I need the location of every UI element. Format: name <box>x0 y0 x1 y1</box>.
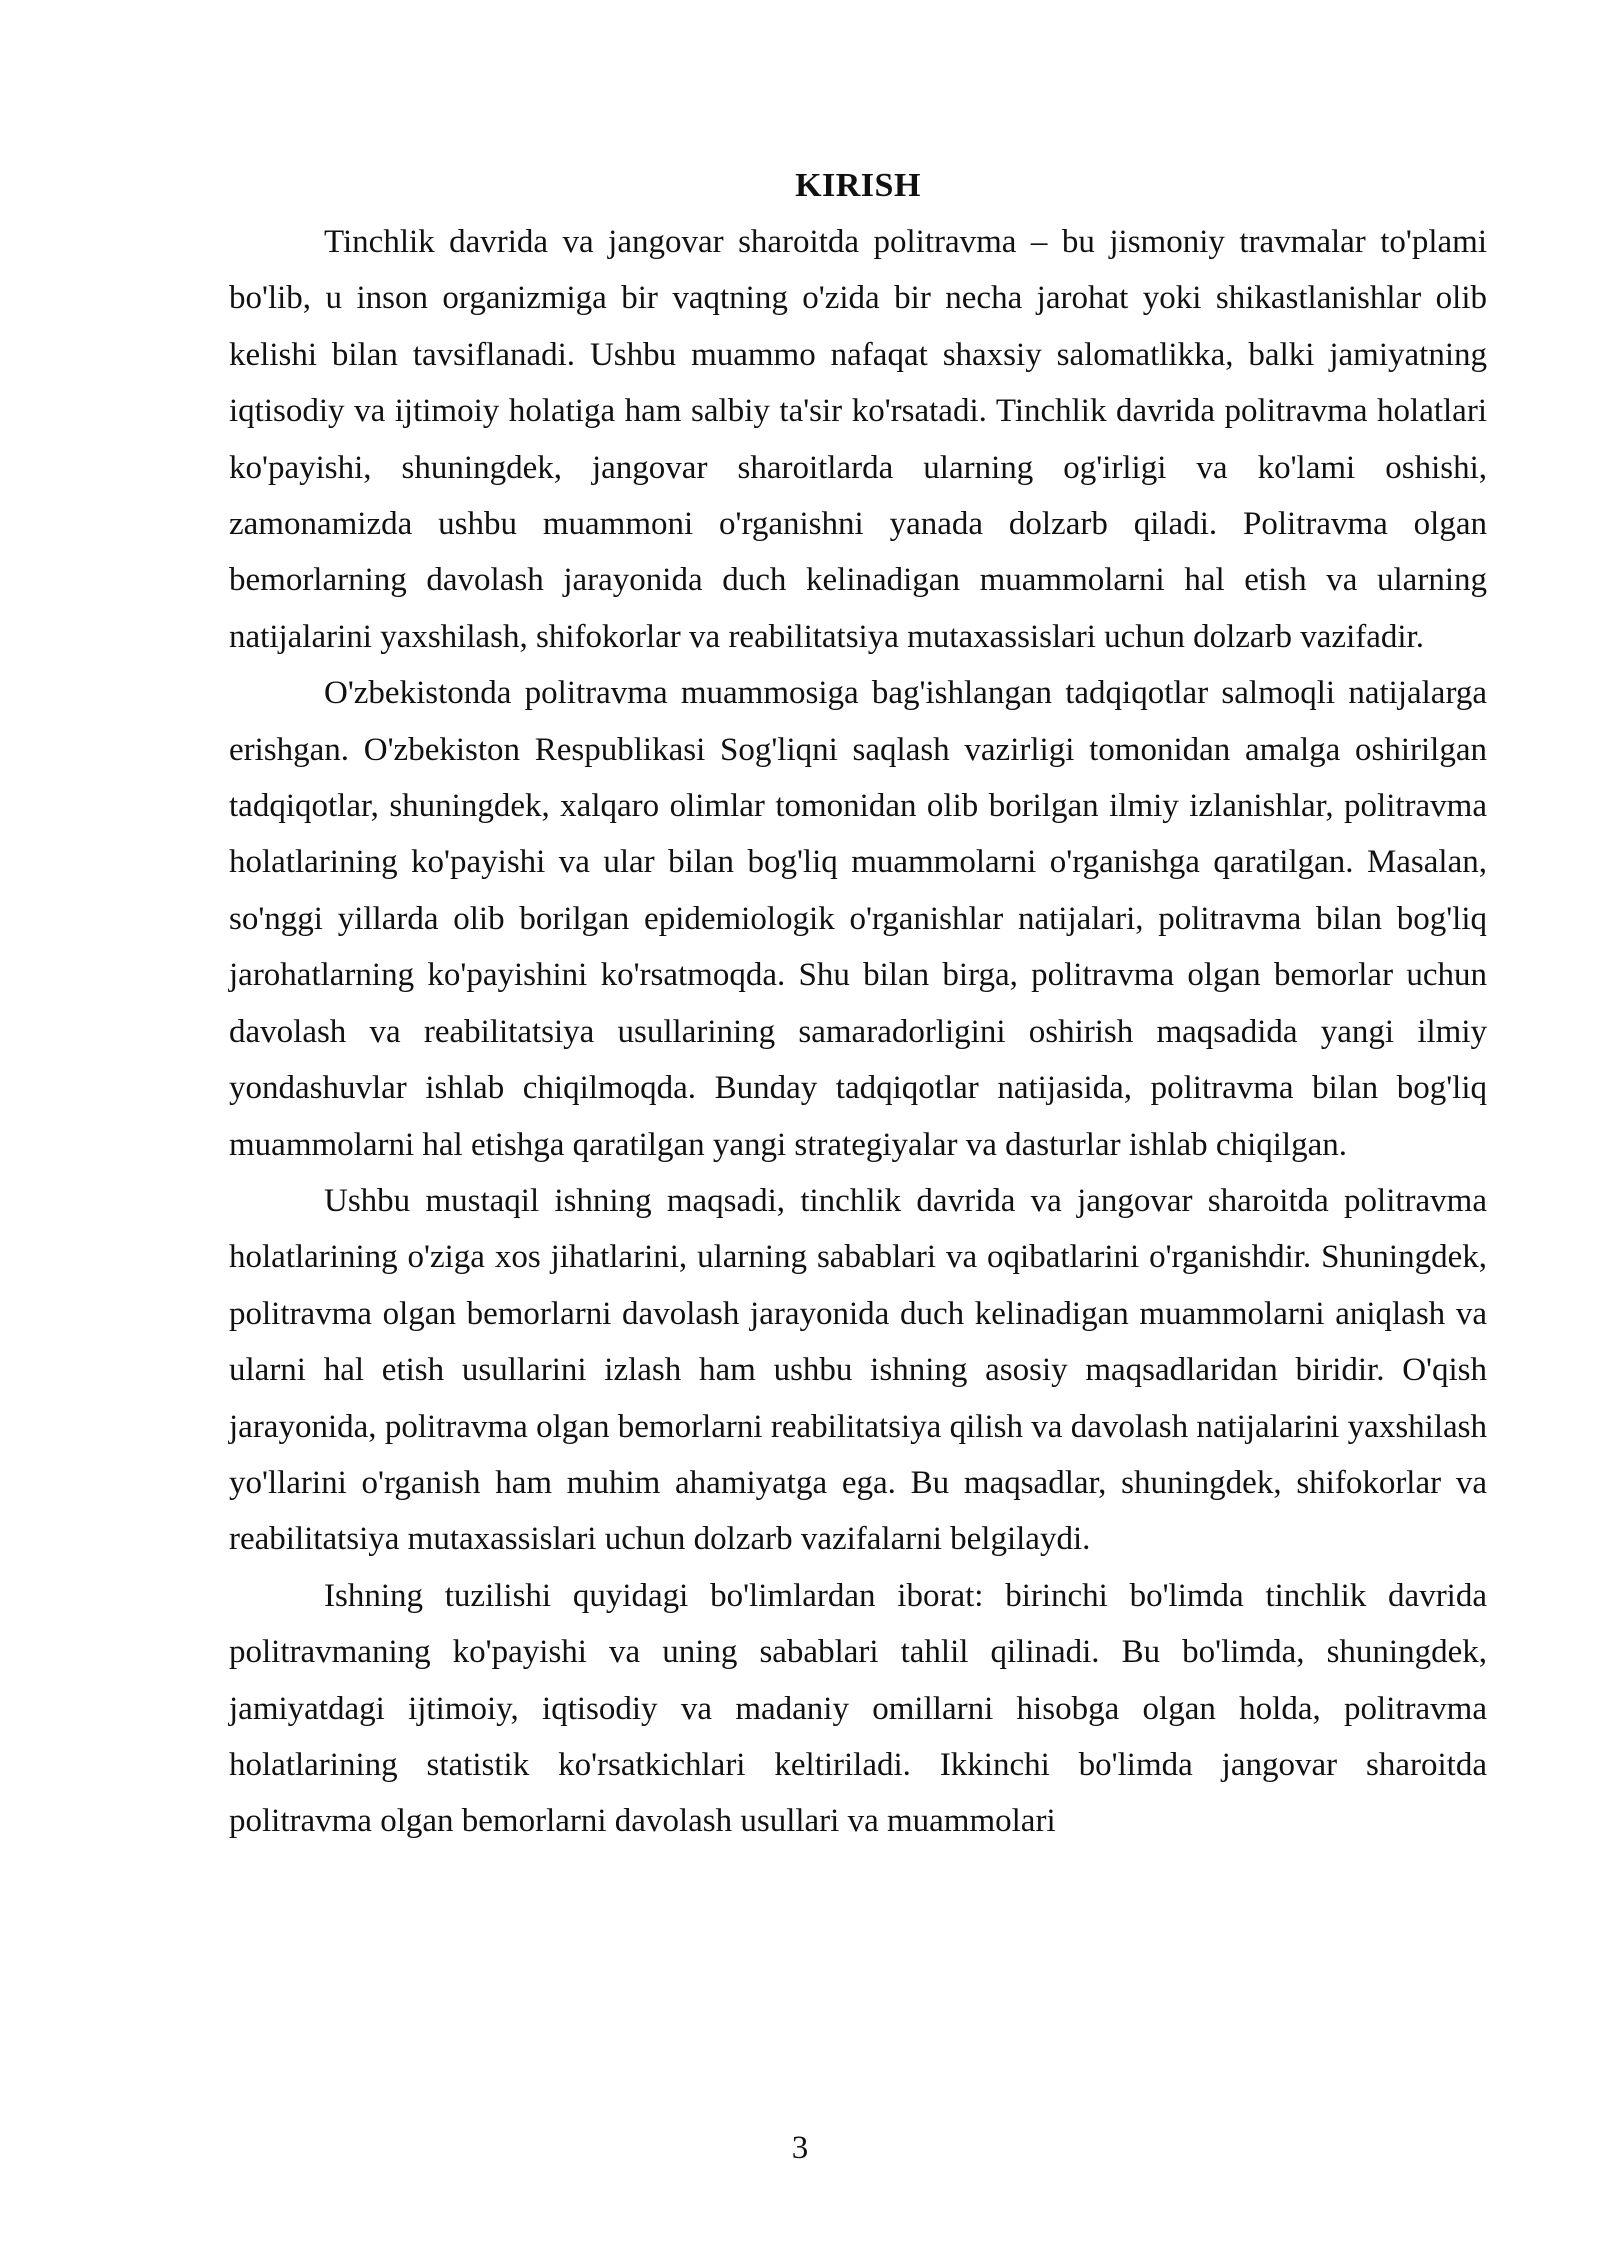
paragraph-research-uzbekistan: O'zbekistonda politravma muammosiga bag'ishlangan tadqiqotlar salmoqli natijalarga erishgan. O'zbekiston Respublikasi Sog'liqni saqlash vazirligi tomonidan amalga oshirilgan tadqiqotlar, shuningdek, xalqaro olimlar tomonidan olib borilgan ilmiy izlanishlar, politravma holatlarining ko'payishi va ular bilan bog'liq muammolarni o'rganishga qaratilgan. Masalan, so'nggi yillarda olib borilgan epidemiologik o'rganishlar natijalari, politravma bilan bog'liq jarohatlarning ko'payishini ko'rsatmoqda. Shu bilan birga, politravma olgan bemorlar uchun davolash va reabilitatsiya usullarining samaradorligini oshirish maqsadida yangi ilmiy yondashuvlar ishlab chiqilmoqda. Bunday tadqiqotlar natijasida, politravma bilan bog'liq muammolarni hal etishga qaratilgan yangi strategiyalar va dasturlar ishlab chiqilgan. <box>229 675 1487 1163</box>
page-number: 3 <box>791 2130 809 2166</box>
document-body <box>229 155 1487 1850</box>
paragraph-goal: Ushbu mustaqil ishning maqsadi, tinchlik davrida va jangovar sharoitda politravma holatlarining o'ziga xos jihatlarini, ularning sabablari va oqibatlarini o'rganishdir. Shuningdek, politravma olgan bemorlarni davolash jarayonida duch kelinadigan muammolarni aniqlash va ularni hal etish usullarini izlash ham ushbu ishning asosiy maqsadlaridan biridir. O'qish jarayonida, politravma olgan bemorlarni reabilitatsiya qilish va davolash natijalarini yaxshilash yo'llarini o'rganish ham muhim ahamiyatga ega. Bu maqsadlar, shuningdek, shifokorlar va reabilitatsiya mutaxassislari uchun dolzarb vazifalarni belgilaydi. <box>229 1182 1487 1558</box>
paragraph-structure: Ishning tuzilishi quyidagi bo'limlardan iborat: birinchi bo'limda tinchlik davrida politravmaning ko'payishi va uning sabablari tahlil qilinadi. Bu bo'limda, shuningdek, jamiyatdagi ijtimoiy, iqtisodiy va madaniy omillarni hisobga olgan holda, politravma holatlarining statistik ko'rsatkichlari keltiriladi. Ikkinchi bo'limda jangovar sharoitda politravma olgan bemorlarni davolash usullari va muammolari <box>229 1577 1487 1840</box>
paragraph-intro: Tinchlik davrida va jangovar sharoitda politravma – bu jismoniy travmalar to'plami bo'lib, u inson organizmiga bir vaqtning o'zida bir necha jarohat yoki shikastlanishlar olib kelishi bilan tavsiflanadi. Ushbu muammo nafaqat shaxsiy salomatlikka, balki jamiyatning iqtisodiy va ijtimoiy holatiga ham salbiy ta'sir ko'rsatadi. Tinchlik davrida politravma holatlari ko'payishi, shuningdek, jangovar sharoitlarda ularning og'irligi va ko'lami oshishi, zamonamizda ushbu muammoni o'rganishni yanada dolzarb qiladi. Politravma olgan bemorlarning davolash jarayonida duch kelinadigan muammolarni hal etish va ularning natijalarini yaxshilash, shifokorlar va reabilitatsiya mutaxassislari uchun dolzarb vazifadir. <box>229 224 1487 655</box>
section-title: KIRISH <box>795 167 921 204</box>
